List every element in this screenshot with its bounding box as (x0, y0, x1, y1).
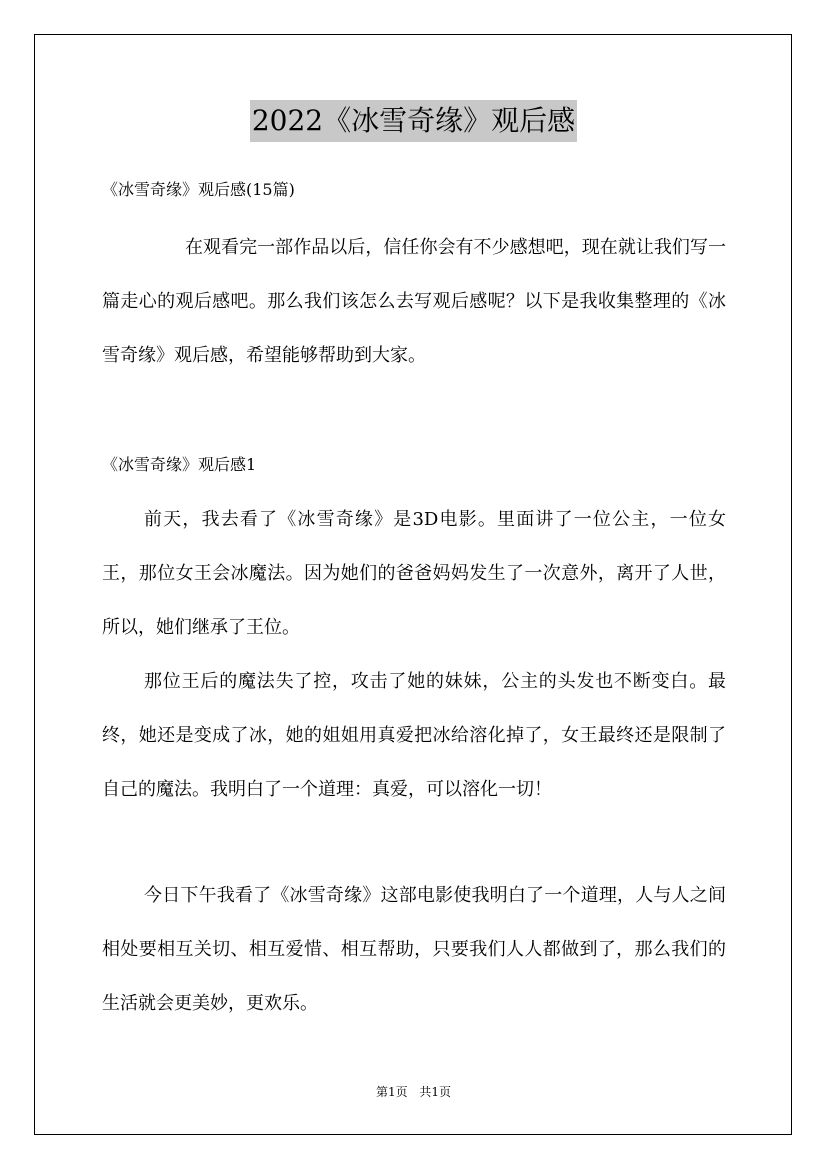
page-footer (0, 1084, 827, 1100)
page-number: 第1页 (375, 1085, 408, 1099)
document-title-text: 2022《冰雪奇缘》观后感 (250, 100, 577, 142)
document-subtitle: 《冰雪奇缘》观后感(15篇) (102, 180, 295, 199)
page-total: 共1页 (419, 1085, 452, 1099)
section-heading: 《冰雪奇缘》观后感1 (102, 455, 257, 474)
intro-paragraph: 在观看完一部作品以后，信任你会有不少感想吧，现在就让我们写一篇走心的观后感吧。那么我们该怎么去写观后感呢？以下是我收集整理的《冰雪奇缘》观后感，希望能够帮助到大家。 (102, 237, 726, 366)
body-paragraph: 今日下午我看了《冰雪奇缘》这部电影使我明白了一个道理，人与人之间相处要相互关切、相互爱惜、相互帮助，只要我们人人都做到了，那么我们的生活就会更美妙，更欢乐。 (102, 885, 726, 1014)
body-paragraph: 那位王后的魔法失了控，攻击了她的妹妹，公主的头发也不断变白。最终，她还是变成了冰，她的姐姐用真爱把冰给溶化掉了，女王最终还是限制了自己的魔法。我明白了一个道理：真爱，可以溶化一切！ (102, 671, 726, 800)
document-title (0, 100, 827, 142)
body-paragraph: 前天，我去看了《冰雪奇缘》是3D电影。里面讲了一位公主，一位女王，那位女王会冰魔法。因为她们的爸爸妈妈发生了一次意外，离开了人世，所以，她们继承了王位。 (102, 509, 726, 638)
